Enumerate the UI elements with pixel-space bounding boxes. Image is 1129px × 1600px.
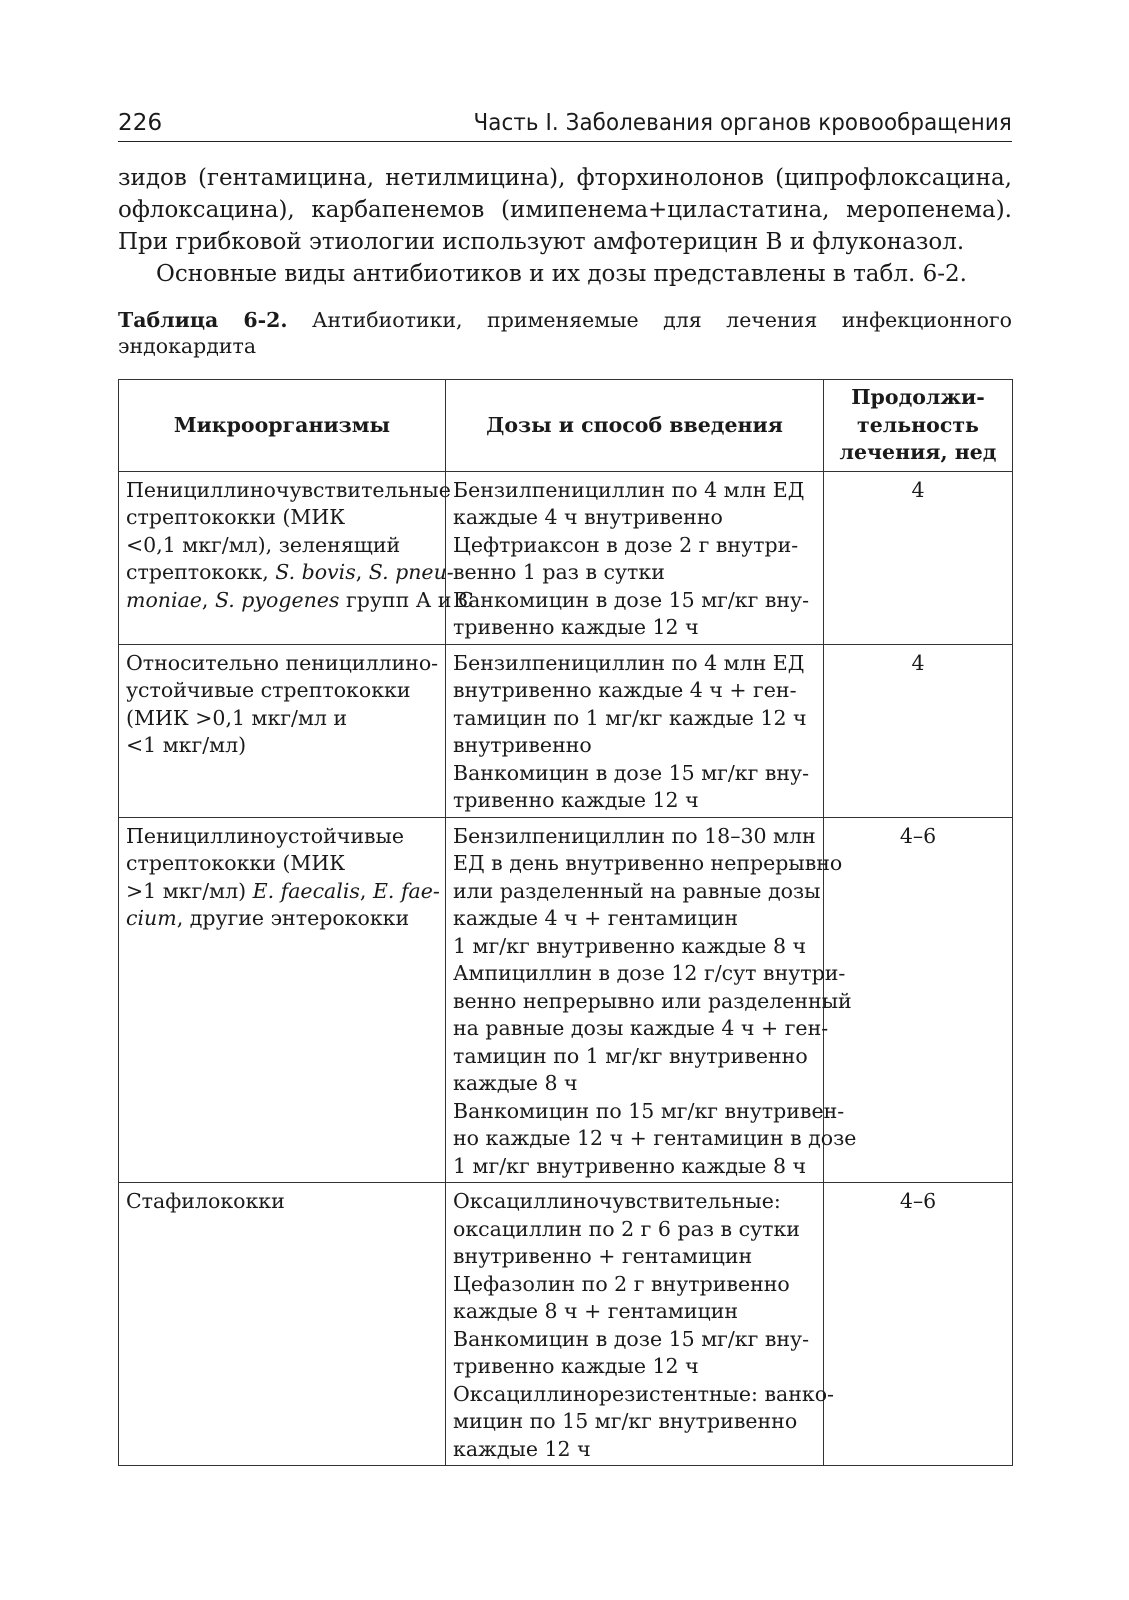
table-caption-label: Таблица 6-2. [118,308,288,332]
cell-dose: Оксациллиночувствительные: оксациллин по 2 г 6 раз в сутки внутривенно + гентамицин Цефазолин по 2 г внутривенно каждые 8 ч + гентамицин Ванкомицин в дозе 15 мг/кг вну- тривенно каждые 12 ч Оксациллинорезистентные: ванко- мицин по 15 мг/кг внутривенно каждые 12 ч [446,1183,824,1466]
header-doses: Дозы и способ введения [446,380,824,472]
cell-organism: Относительно пенициллино- устойчивые стрептококки (МИК >0,1 мкг/мл и <1 мкг/мл) [119,644,446,817]
page-number: 226 [118,110,163,136]
cell-organism: Пенициллиночувствительные стрептококки (МИК <0,1 мкг/мл), зеленящий стрептококк, S. bovis, S. pneu- moniae, S. pyogenes групп А и С [119,471,446,644]
table-row [119,1183,1013,1466]
antibiotics-table [118,379,1013,1466]
running-title: Часть I. Заболевания органов кровообращения [473,110,1012,136]
table-row [119,471,1013,644]
table-caption [118,307,1012,359]
paragraph-table-reference: Основные виды антибиотиков и их дозы представлены в табл. 6-2. [156,261,967,287]
cell-dose: Бензилпенициллин по 4 млн ЕД внутривенно каждые 4 ч + ген- тамицин по 1 мг/кг каждые 12 ч внутривенно Ванкомицин в дозе 15 мг/кг вну- тривенно каждые 12 ч [446,644,824,817]
header-duration: Продолжи- тельность лечения, нед [824,380,1013,472]
cell-organism: Стафилококки [119,1183,446,1466]
cell-duration: 4–6 [824,1183,1013,1466]
cell-duration: 4 [824,644,1013,817]
cell-organism: Пенициллиноустойчивые стрептококки (МИК >1 мкг/мл) E. faecalis, E. fae- cium, другие энтерококки [119,817,446,1183]
running-header [118,108,1012,142]
cell-dose: Бензилпенициллин по 4 млн ЕД каждые 4 ч внутривенно Цефтриаксон в дозе 2 г внутри- венно 1 раз в сутки Ванкомицин в дозе 15 мг/кг вну- тривенно каждые 12 ч [446,471,824,644]
table-row [119,817,1013,1183]
cell-dose: Бензилпенициллин по 18–30 млн ЕД в день внутривенно непрерывно или разделенный на равные дозы каждые 4 ч + гентамицин 1 мг/кг внутривенно каждые 8 ч Ампициллин в дозе 12 г/сут внутри- венно непрерывно или разделенный на равные дозы каждые 4 ч + ген- тамицин по 1 мг/кг внутривенно каждые 8 ч Ванкомицин по 15 мг/кг внутривен- но каждые 12 ч + гентамицин в дозе 1 мг/кг внутривенно каждые 8 ч [446,817,824,1183]
body-text [118,162,1012,290]
table-row [119,644,1013,817]
cell-duration: 4 [824,471,1013,644]
document-page [118,108,1012,1466]
table-header-row [119,380,1013,472]
paragraph-continuation: зидов (гентамицина, нетилмицина), фторхинолонов (ципрофлоксацина, офлоксацина), карбапенемов (имипенема+циластатина, меропенема). При грибковой этиологии используют амфотерицин В и флуконазол. [118,165,1012,255]
cell-duration: 4–6 [824,817,1013,1183]
header-microorganisms: Микроорганизмы [119,380,446,472]
table-caption-text: Антибиотики, применяемые для лечения инфекционного эндокардита [118,308,1012,358]
